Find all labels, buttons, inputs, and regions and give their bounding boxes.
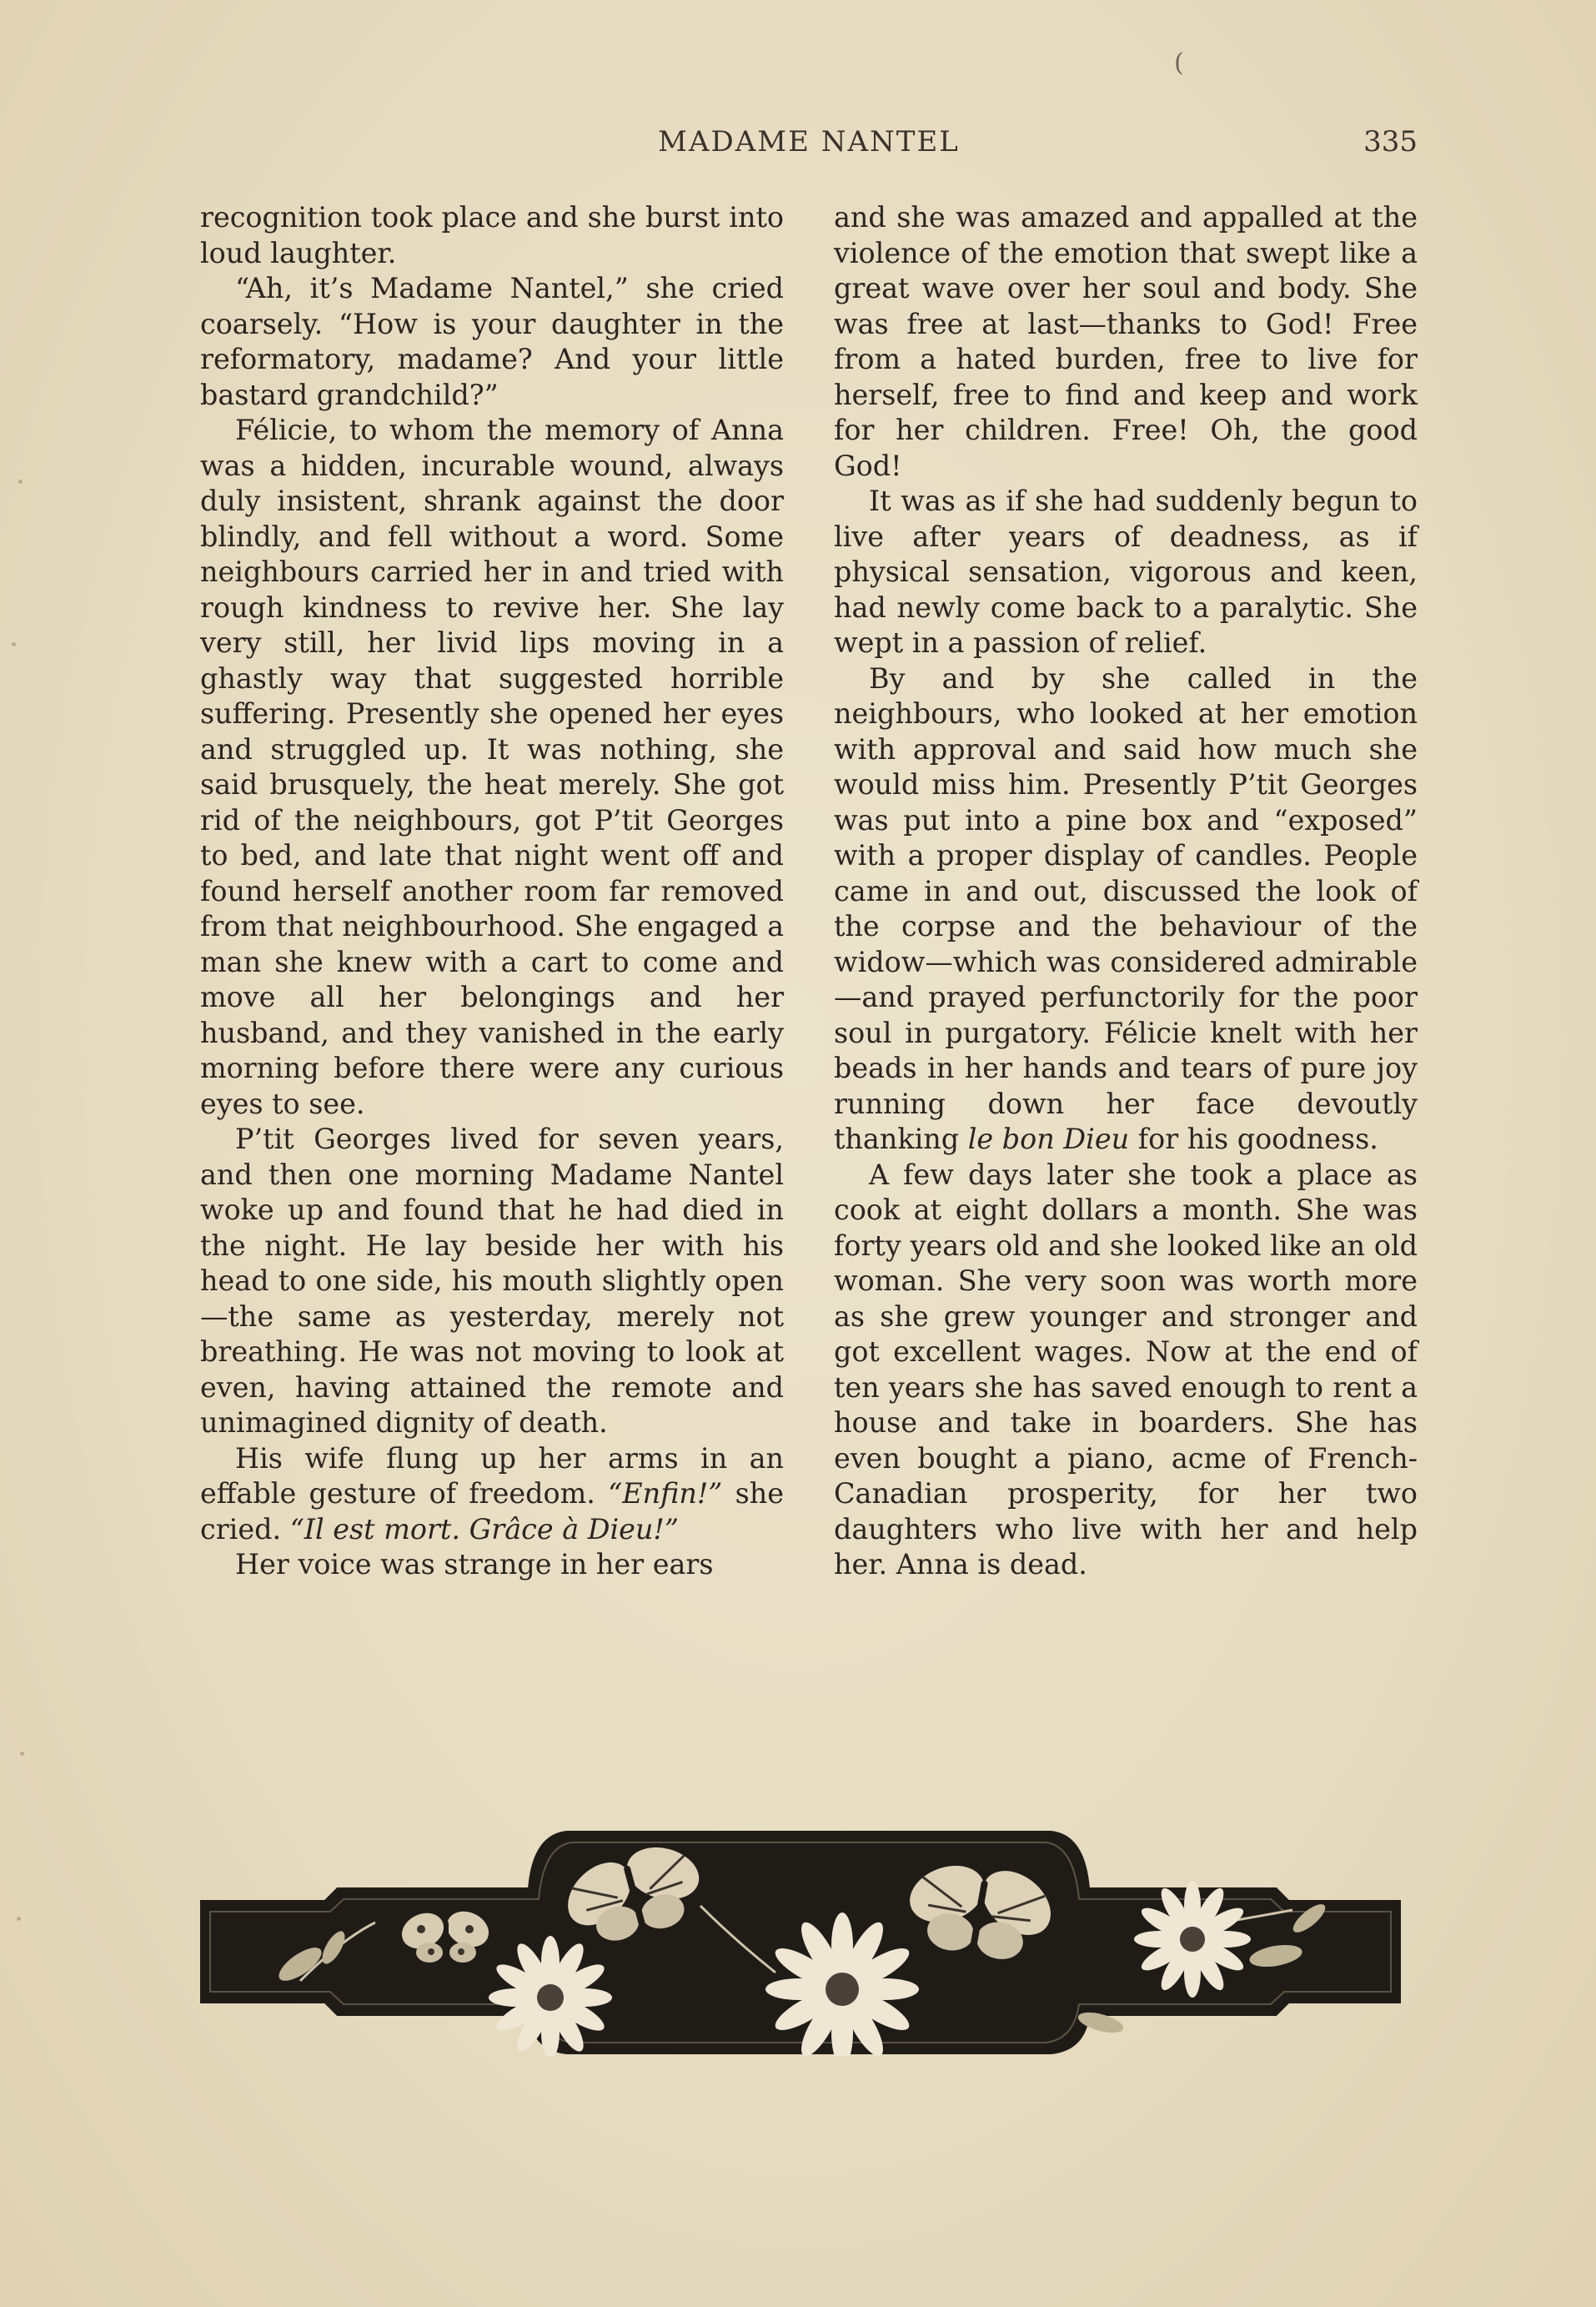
italic-phrase: “Enfin!”	[608, 1477, 723, 1510]
right-column	[834, 200, 1418, 1583]
paragraph	[200, 1441, 784, 1548]
paper-speck	[12, 642, 16, 646]
running-title: MADAME NANTEL	[658, 125, 960, 158]
paragraph-text: for his goodness.	[1129, 1123, 1378, 1155]
page-header	[200, 125, 1418, 167]
page-number: 335	[1363, 125, 1418, 158]
paragraph	[834, 661, 1418, 1158]
paragraph: Félicie, to whom the memory of Anna was a hidden, incurable wound, always duly insistent, shrank against the door blindly, and fell without a word. Some neighbours carried her in and tried with rough kindness to revive her. She lay very still, her livid lips moving in a ghastly way that suggested horrible suffering. Presently she opened her eyes and struggled up. It was nothing, she said brusquely, the heat merely. She got rid of the neighbours, got P’tit Georges to bed, and late that night went off and found herself another room far removed from that neighbourhood. She engaged a man she knew with a cart to come and move all her belongings and her husband, and they vanished in the early morning before there were any curious eyes to see.	[200, 414, 784, 1120]
paper-speck	[17, 1917, 21, 1921]
butterfly-daisy-tailpiece-icon	[200, 1831, 1401, 2056]
paragraph-text: By and by she called in the neighbours, who looked at her emotion with approval and said how much she would miss him. Presently P’tit Georges was put into a pine box and “exposed” with a proper display of candles. People came in and out, discussed the look of the corpse and the behaviour of the widow—which was considered admirable—and prayed perfunctorily for the poor soul in purgatory. Félicie knelt with her beads in her hands and tears of pure joy running down her face devoutly thanking	[834, 661, 1418, 1155]
paragraph: P’tit Georges lived for seven years, and then one morning Madame Nantel woke up and found that he had died in the night. He lay beside her with his head to one side, his mouth slightly open—the same as yesterday, merely not breathing. He was not moving to look at even, having attained the remote and unimagined dignity of death.	[200, 1123, 784, 1439]
pencil-mark: (	[1174, 48, 1184, 78]
paragraph: and she was amazed and appalled at the violence of the emotion that swept like a great wave over her soul and body. She was free at last—thanks to God! Free from a hated burden, free to live for herself, free to find and keep and work for her children. Free! Oh, the good God!	[834, 201, 1418, 482]
paragraph: It was as if she had suddenly begun to live after years of deadness, as if physical sensation, vigorous and keen, had newly come back to a paralytic. She wept in a passion of relief.	[834, 485, 1418, 659]
paragraph: Her voice was strange in her ears	[235, 1548, 714, 1581]
paragraph-text: His wife flung up her arms in an effable gesture of freedom.	[200, 1441, 784, 1510]
paper-speck	[20, 1752, 24, 1756]
italic-phrase: le bon Dieu	[967, 1123, 1130, 1155]
paragraph-text: she cried.	[200, 1477, 784, 1546]
paragraph: A few days later she took a place as cook at eight dollars a month. She was forty years old and she looked like an old woman. She very soon was worth more as she grew younger and stronger and got excellent wages. Now at the end of ten years she has saved enough to rent a house and take in boarders. She has even bought a piano, acme of French-Canadian prosperity, for her two daughters who live with her and help her. Anna is dead.	[834, 1158, 1418, 1581]
paper-speck	[18, 480, 23, 484]
text-columns	[200, 200, 1418, 1735]
paragraph: recognition took place and she burst into loud laughter.	[200, 201, 784, 269]
left-column	[200, 200, 784, 1583]
paragraph: “Ah, it’s Madame Nantel,” she cried coarsely. “How is your daughter in the reformatory, madame? And your little bastard grandchild?”	[200, 272, 784, 411]
italic-phrase: “Il est mort. Grâce à Dieu!”	[289, 1512, 679, 1546]
